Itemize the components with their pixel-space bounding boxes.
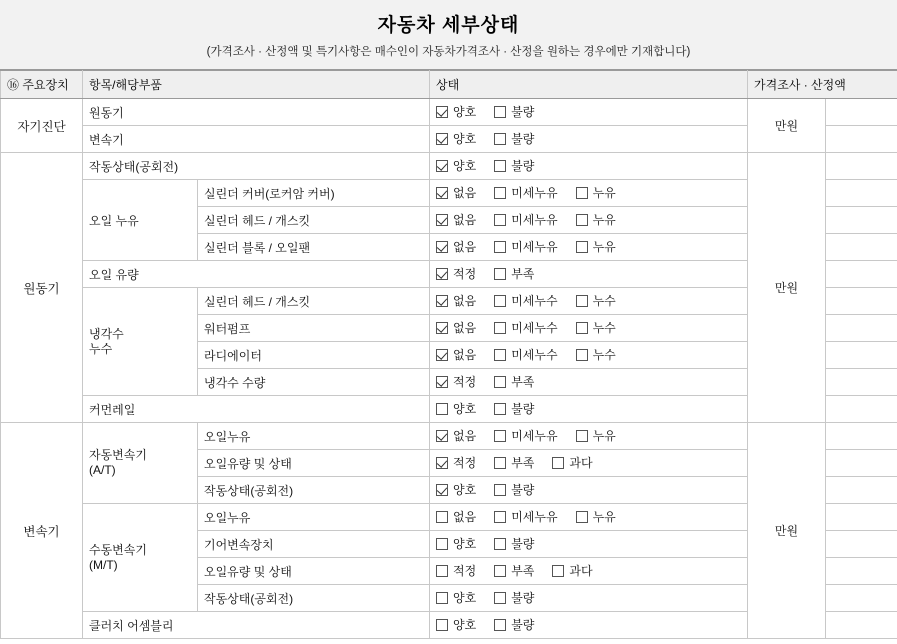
table-header-row <box>1 71 897 99</box>
checkbox-label: 없음 <box>453 429 477 444</box>
part-label: 기어변속장치 <box>198 531 430 558</box>
part-label: 워터펌프 <box>198 315 430 342</box>
sub-group-label: 커먼레일 <box>83 396 430 423</box>
part-label: 작동상태(공회전) <box>198 477 430 504</box>
unchecked-checkbox-icon[interactable] <box>494 592 506 604</box>
checkbox-label: 미세누유 <box>511 186 558 201</box>
table-row <box>1 423 897 450</box>
checked-checkbox-icon[interactable] <box>436 349 448 361</box>
amount-input-cell[interactable] <box>826 612 897 639</box>
state-cell <box>430 234 748 261</box>
part-label: 실린더 커버(로커암 커버) <box>198 180 430 207</box>
col-header-price: 가격조사 · 산정액 <box>748 71 897 99</box>
unchecked-checkbox-icon[interactable] <box>576 241 588 253</box>
state-cell <box>430 153 748 180</box>
unchecked-checkbox-icon[interactable] <box>576 349 588 361</box>
checkbox-label: 없음 <box>453 240 477 255</box>
unchecked-checkbox-icon[interactable] <box>494 565 506 577</box>
checkbox-label: 과다 <box>569 456 593 471</box>
document-header <box>0 0 897 70</box>
checkbox-label: 없음 <box>453 348 477 363</box>
checkbox-label: 미세누수 <box>511 294 558 309</box>
checkbox-label: 양호 <box>453 105 477 120</box>
sub-group-label: 자동변속기 (A/T) <box>83 423 198 504</box>
checkbox-label: 양호 <box>453 591 477 606</box>
checkbox-option[interactable] <box>436 535 476 552</box>
checkbox-label: 없음 <box>453 213 477 228</box>
unchecked-checkbox-icon[interactable] <box>436 538 448 550</box>
part-label: 오일유량 및 상태 <box>198 558 430 585</box>
amount-input-cell[interactable] <box>826 477 897 504</box>
part-label: 실린더 헤드 / 개스킷 <box>198 288 430 315</box>
checkbox-option[interactable] <box>494 373 534 390</box>
checkbox-option[interactable] <box>494 616 534 633</box>
checkbox-option[interactable] <box>494 400 534 417</box>
sub-group-label: 변속기 <box>83 126 430 153</box>
amount-input-cell[interactable] <box>826 207 897 234</box>
checkbox-label: 적정 <box>453 267 477 282</box>
table-body <box>1 99 897 639</box>
checkbox-option[interactable] <box>436 184 476 201</box>
checkbox-option[interactable] <box>494 589 534 606</box>
checked-checkbox-icon[interactable] <box>436 268 448 280</box>
currency-unit-label: 만원 <box>748 99 826 153</box>
checkbox-option[interactable] <box>494 238 557 255</box>
checkbox-option[interactable] <box>494 562 534 579</box>
unchecked-checkbox-icon[interactable] <box>576 322 588 334</box>
amount-input-cell[interactable] <box>826 315 897 342</box>
checkbox-option[interactable] <box>436 508 476 525</box>
unchecked-checkbox-icon[interactable] <box>494 187 506 199</box>
checkbox-label: 부족 <box>511 456 535 471</box>
checkbox-label: 없음 <box>453 510 477 525</box>
checkbox-option[interactable] <box>576 508 616 525</box>
checkbox-option[interactable] <box>436 157 476 174</box>
checkbox-label: 누유 <box>592 240 616 255</box>
checked-checkbox-icon[interactable] <box>436 322 448 334</box>
checked-checkbox-icon[interactable] <box>436 484 448 496</box>
unchecked-checkbox-icon[interactable] <box>494 619 506 631</box>
amount-input-cell[interactable] <box>826 585 897 612</box>
unchecked-checkbox-icon[interactable] <box>494 511 506 523</box>
part-label: 실린더 블록 / 오일팬 <box>198 234 430 261</box>
checkbox-label: 양호 <box>453 618 477 633</box>
checkbox-option[interactable] <box>576 346 616 363</box>
checked-checkbox-icon[interactable] <box>436 241 448 253</box>
unchecked-checkbox-icon[interactable] <box>494 295 506 307</box>
page-title: 자동차 세부상태 <box>377 15 520 36</box>
state-cell <box>430 612 748 639</box>
unchecked-checkbox-icon[interactable] <box>494 322 506 334</box>
checkbox-option[interactable] <box>576 184 616 201</box>
unchecked-checkbox-icon[interactable] <box>576 214 588 226</box>
checkbox-option[interactable] <box>576 319 616 336</box>
checked-checkbox-icon[interactable] <box>436 106 448 118</box>
checkbox-option[interactable] <box>436 238 476 255</box>
checkbox-option[interactable] <box>436 319 476 336</box>
checkbox-option[interactable] <box>552 562 592 579</box>
group-label: 자기진단 <box>1 99 83 153</box>
amount-input-cell[interactable] <box>826 396 897 423</box>
unchecked-checkbox-icon[interactable] <box>576 430 588 442</box>
checkbox-label: 양호 <box>453 402 477 417</box>
unchecked-checkbox-icon[interactable] <box>494 106 506 118</box>
amount-input-cell[interactable] <box>826 153 897 180</box>
state-cell <box>430 126 748 153</box>
checked-checkbox-icon[interactable] <box>436 457 448 469</box>
checkbox-label: 불량 <box>511 105 535 120</box>
checkbox-option[interactable] <box>576 238 616 255</box>
page-subtitle: (가격조사 · 산정액 및 특기사항은 매수인이 자동차가격조사 · 산정을 원하는 경우에만 기재합니다) <box>206 46 691 58</box>
checked-checkbox-icon[interactable] <box>436 187 448 199</box>
checkbox-label: 누유 <box>592 213 616 228</box>
checked-checkbox-icon[interactable] <box>436 295 448 307</box>
checkbox-option[interactable] <box>494 454 534 471</box>
unchecked-checkbox-icon[interactable] <box>494 268 506 280</box>
checkbox-label: 불량 <box>511 132 535 147</box>
checkbox-option[interactable] <box>552 454 592 471</box>
checkbox-label: 불량 <box>511 402 535 417</box>
checkbox-label: 양호 <box>453 483 477 498</box>
state-cell <box>430 180 748 207</box>
unchecked-checkbox-icon[interactable] <box>576 187 588 199</box>
part-label: 작동상태(공회전) <box>198 585 430 612</box>
checked-checkbox-icon[interactable] <box>436 160 448 172</box>
checkbox-option[interactable] <box>436 130 476 147</box>
sub-group-label: 오일 유량 <box>83 261 430 288</box>
state-cell <box>430 423 748 450</box>
checkbox-label: 누수 <box>592 321 616 336</box>
group-label: 변속기 <box>1 423 83 639</box>
checkbox-option[interactable] <box>436 292 476 309</box>
checked-checkbox-icon[interactable] <box>436 376 448 388</box>
checkbox-option[interactable] <box>494 265 534 282</box>
checkbox-option[interactable] <box>436 616 476 633</box>
state-cell <box>430 558 748 585</box>
amount-input-cell[interactable] <box>826 450 897 477</box>
amount-input-cell[interactable] <box>826 423 897 450</box>
checkbox-label: 미세누유 <box>511 510 558 525</box>
sub-group-label: 클러치 어셈블리 <box>83 612 430 639</box>
unchecked-checkbox-icon[interactable] <box>436 403 448 415</box>
checkbox-label: 부족 <box>511 267 535 282</box>
unchecked-checkbox-icon[interactable] <box>494 241 506 253</box>
sub-group-label: 냉각수 누수 <box>83 288 198 396</box>
sub-group-label: 오일 누유 <box>83 180 198 261</box>
checkbox-option[interactable] <box>494 508 557 525</box>
checkbox-option[interactable] <box>494 427 557 444</box>
checkbox-label: 미세누유 <box>511 429 558 444</box>
currency-unit-label: 만원 <box>748 153 826 423</box>
inspection-table <box>0 70 897 639</box>
checkbox-option[interactable] <box>576 211 616 228</box>
amount-input-cell[interactable] <box>826 126 897 153</box>
amount-input-cell[interactable] <box>826 261 897 288</box>
checkbox-label: 양호 <box>453 132 477 147</box>
part-label: 실린더 헤드 / 개스킷 <box>198 207 430 234</box>
currency-unit-label: 만원 <box>748 423 826 639</box>
checkbox-option[interactable] <box>436 373 476 390</box>
unchecked-checkbox-icon[interactable] <box>436 565 448 577</box>
checkbox-label: 누유 <box>592 429 616 444</box>
checkbox-label: 불량 <box>511 591 535 606</box>
part-label: 오일유량 및 상태 <box>198 450 430 477</box>
checkbox-label: 없음 <box>453 321 477 336</box>
part-label: 냉각수 수량 <box>198 369 430 396</box>
checkbox-label: 불량 <box>511 159 535 174</box>
unchecked-checkbox-icon[interactable] <box>436 511 448 523</box>
amount-input-cell[interactable] <box>826 288 897 315</box>
unchecked-checkbox-icon[interactable] <box>436 619 448 631</box>
unchecked-checkbox-icon[interactable] <box>494 349 506 361</box>
unchecked-checkbox-icon[interactable] <box>576 295 588 307</box>
state-cell <box>430 207 748 234</box>
checkbox-label: 적정 <box>453 375 477 390</box>
unchecked-checkbox-icon[interactable] <box>494 403 506 415</box>
checkbox-option[interactable] <box>494 319 557 336</box>
checkbox-option[interactable] <box>436 103 476 120</box>
state-cell <box>430 531 748 558</box>
amount-input-cell[interactable] <box>826 531 897 558</box>
unchecked-checkbox-icon[interactable] <box>576 511 588 523</box>
checkbox-label: 미세누유 <box>511 213 558 228</box>
amount-input-cell[interactable] <box>826 99 897 126</box>
checkbox-option[interactable] <box>436 454 476 471</box>
amount-input-cell[interactable] <box>826 369 897 396</box>
state-cell <box>430 288 748 315</box>
state-cell <box>430 369 748 396</box>
group-label: 원동기 <box>1 153 83 423</box>
checkbox-option[interactable] <box>436 265 476 282</box>
checkbox-label: 누수 <box>592 348 616 363</box>
checkbox-option[interactable] <box>494 184 557 201</box>
col-header-main-device: ⑯ 주요장치 <box>1 71 83 99</box>
checkbox-option[interactable] <box>494 535 534 552</box>
sub-group-label: 작동상태(공회전) <box>83 153 430 180</box>
checkbox-option[interactable] <box>494 346 557 363</box>
amount-input-cell[interactable] <box>826 342 897 369</box>
checkbox-label: 없음 <box>453 186 477 201</box>
unchecked-checkbox-icon[interactable] <box>494 376 506 388</box>
state-cell <box>430 504 748 531</box>
checkbox-option[interactable] <box>494 157 534 174</box>
state-cell <box>430 261 748 288</box>
checkbox-option[interactable] <box>436 211 476 228</box>
state-cell <box>430 396 748 423</box>
checkbox-option[interactable] <box>436 427 476 444</box>
checkbox-option[interactable] <box>494 481 534 498</box>
checkbox-option[interactable] <box>494 211 557 228</box>
unchecked-checkbox-icon[interactable] <box>552 565 564 577</box>
checkbox-label: 없음 <box>453 294 477 309</box>
checkbox-label: 불량 <box>511 537 535 552</box>
amount-input-cell[interactable] <box>826 558 897 585</box>
unchecked-checkbox-icon[interactable] <box>494 457 506 469</box>
checkbox-label: 미세누유 <box>511 240 558 255</box>
checkbox-option[interactable] <box>436 562 476 579</box>
checkbox-option[interactable] <box>494 292 557 309</box>
part-label: 오일누유 <box>198 504 430 531</box>
checkbox-label: 양호 <box>453 159 477 174</box>
checkbox-label: 누유 <box>592 510 616 525</box>
checkbox-option[interactable] <box>494 130 534 147</box>
checkbox-label: 과다 <box>569 564 593 579</box>
unchecked-checkbox-icon[interactable] <box>494 430 506 442</box>
col-header-state: 상태 <box>430 71 748 99</box>
checkbox-option[interactable] <box>436 481 476 498</box>
unchecked-checkbox-icon[interactable] <box>436 592 448 604</box>
checkbox-label: 불량 <box>511 618 535 633</box>
part-label: 라디에이터 <box>198 342 430 369</box>
unchecked-checkbox-icon[interactable] <box>494 538 506 550</box>
part-label: 오일누유 <box>198 423 430 450</box>
checkbox-option[interactable] <box>494 103 534 120</box>
state-cell <box>430 585 748 612</box>
unchecked-checkbox-icon[interactable] <box>494 160 506 172</box>
unchecked-checkbox-icon[interactable] <box>494 214 506 226</box>
checkbox-option[interactable] <box>436 346 476 363</box>
checkbox-option[interactable] <box>576 427 616 444</box>
unchecked-checkbox-icon[interactable] <box>494 133 506 145</box>
sub-group-label: 수동변속기 (M/T) <box>83 504 198 612</box>
checkbox-label: 부족 <box>511 375 535 390</box>
unchecked-checkbox-icon[interactable] <box>552 457 564 469</box>
amount-input-cell[interactable] <box>826 504 897 531</box>
checkbox-label: 누수 <box>592 294 616 309</box>
amount-input-cell[interactable] <box>826 180 897 207</box>
state-cell <box>430 315 748 342</box>
state-cell <box>430 99 748 126</box>
table-row <box>1 153 897 180</box>
checked-checkbox-icon[interactable] <box>436 430 448 442</box>
col-header-item-part: 항목/해당부품 <box>83 71 430 99</box>
checkbox-label: 부족 <box>511 564 535 579</box>
table-row <box>1 99 897 126</box>
checkbox-option[interactable] <box>436 589 476 606</box>
checked-checkbox-icon[interactable] <box>436 214 448 226</box>
checkbox-label: 미세누수 <box>511 321 558 336</box>
checkbox-label: 양호 <box>453 537 477 552</box>
checkbox-label: 미세누수 <box>511 348 558 363</box>
checkbox-label: 적정 <box>453 456 477 471</box>
state-cell <box>430 342 748 369</box>
unchecked-checkbox-icon[interactable] <box>494 484 506 496</box>
state-cell <box>430 450 748 477</box>
checkbox-label: 불량 <box>511 483 535 498</box>
checkbox-label: 누유 <box>592 186 616 201</box>
state-cell <box>430 477 748 504</box>
checkbox-label: 적정 <box>453 564 477 579</box>
checked-checkbox-icon[interactable] <box>436 133 448 145</box>
amount-input-cell[interactable] <box>826 234 897 261</box>
sub-group-label: 원동기 <box>83 99 430 126</box>
checkbox-option[interactable] <box>436 400 476 417</box>
checkbox-option[interactable] <box>576 292 616 309</box>
